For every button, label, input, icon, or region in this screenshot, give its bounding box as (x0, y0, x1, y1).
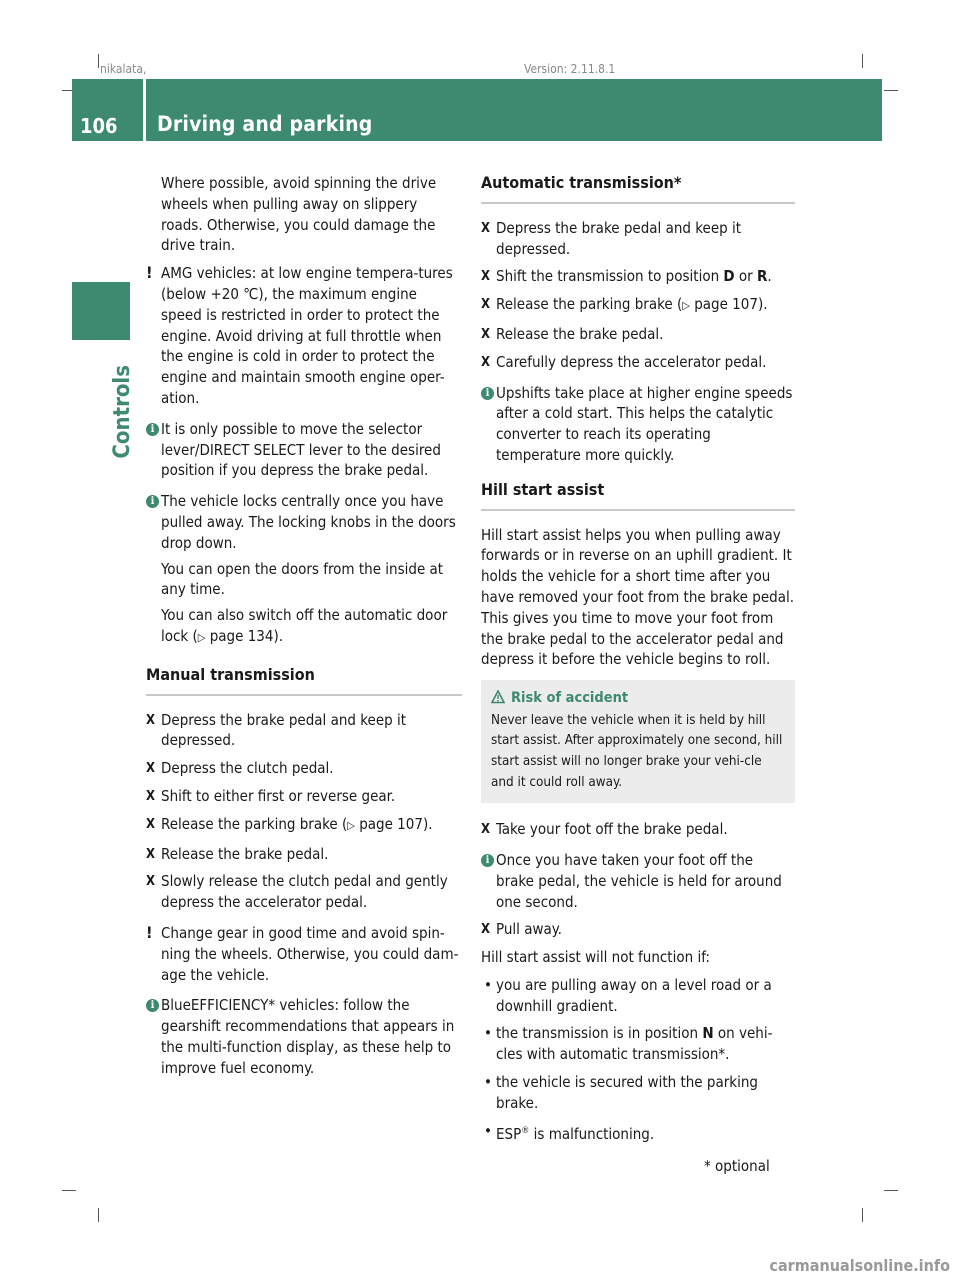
info-text: The vehicle locks centrally once you have pulled away. The locking knobs in the doors drop down. (161, 492, 456, 552)
manual-step (146, 710, 462, 752)
page-link[interactable]: page 107 (359, 814, 423, 833)
page-link[interactable]: page 134 (209, 626, 274, 645)
auto-step (481, 266, 795, 287)
bullet-icon: • (484, 975, 492, 994)
info-icon: i (146, 999, 159, 1012)
heading-manual-transmission: Manual transmission (146, 665, 462, 696)
note-icon: ! (146, 263, 153, 283)
info-upshift (481, 383, 795, 466)
auto-step (481, 294, 795, 317)
chapter-label: Controls (110, 365, 135, 459)
info-text: Once you have taken your foot off the brake pedal, the vehicle is held for around one second. (496, 850, 782, 911)
intro-paragraph: Where possible, avoid spinning the drive wheels when pulling away on slippery roads. Otherwise, you could damage the drive train. (161, 174, 437, 255)
step-text: Take your foot off the brake pedal. (496, 820, 728, 839)
step-text: Pull away. (496, 920, 562, 939)
info-icon: i (481, 854, 494, 867)
arrow-icon: ▷ (197, 630, 206, 644)
step-text (161, 815, 433, 833)
info-text-part: You can also switch off the automatic door lock ( (161, 606, 448, 645)
condition-item (481, 1023, 795, 1065)
condition-text-part: the transmission is in position (496, 1024, 703, 1043)
arrow-icon: ▷ (682, 299, 690, 313)
crop-mark (62, 1190, 76, 1191)
hill-step (481, 919, 795, 940)
auto-step (481, 324, 795, 345)
heading-automatic-transmission: Automatic transmission* (481, 173, 795, 204)
chapter-tab (72, 282, 130, 340)
note-text: Change gear in good time and avoid spin-ning the wheels. Otherwise, you could dam-age the vehicle. (161, 923, 459, 984)
warning-triangle-icon (491, 690, 505, 704)
note-gear (146, 923, 462, 985)
step-text-part: ). (422, 814, 433, 833)
right-column (481, 173, 795, 1151)
note-text: AMG vehicles: at low engine tempera-tures (below +20 ℃), the maximum engine speed is restricted in order to protect the engine. Avoid driving at full throttle when the engine is cold in order to protect the engine and maintain smooth engine oper-ation. (161, 264, 453, 407)
step-text: Depress the clutch pedal. (161, 759, 334, 778)
info-icon: i (481, 387, 494, 400)
step-icon: X (146, 846, 156, 862)
header-separator (143, 79, 146, 141)
hill-conditions-intro: Hill start assist will not function if: (481, 948, 710, 967)
auto-step (481, 352, 795, 373)
left-column (146, 173, 462, 1085)
warning-title-text: Risk of accident (511, 690, 629, 707)
crop-mark (884, 90, 898, 91)
watermark: carmanualsonline.info (769, 1256, 950, 1275)
step-text: Depress the brake pedal and keep it depressed. (496, 218, 742, 258)
step-icon: X (146, 874, 156, 890)
step-text-part: Shift the transmission to position (496, 267, 724, 286)
condition-text: you are pulling away on a level road or a downhill gradient. (496, 975, 772, 1015)
info-icon: i (146, 495, 159, 508)
crop-mark (98, 54, 99, 68)
section-title: Driving and parking (157, 112, 373, 136)
heading-hill-start-assist: Hill start assist (481, 480, 795, 511)
manual-step (146, 758, 462, 779)
condition-text (496, 1125, 654, 1143)
info-text: You can open the doors from the inside at any time. (161, 559, 444, 599)
step-icon: X (481, 922, 491, 938)
step-text: Depress the brake pedal and keep it depressed. (161, 710, 407, 750)
print-meta-right: Version: 2.11.8.1 (524, 62, 616, 76)
step-text: Release the brake pedal. (496, 324, 664, 343)
step-text-part: Release the parking brake ( (496, 295, 683, 314)
info-selector (146, 419, 462, 481)
step-text: Release the brake pedal. (161, 844, 329, 863)
info-hold (481, 850, 795, 912)
warning-text: Never leave the vehicle when it is held by hill start assist. After approximately one second, hill start assist will no longer brake your vehi-cle and it could roll away. (491, 712, 783, 790)
gear-position: N (702, 1024, 714, 1043)
step-text: Shift to either first or reverse gear. (161, 786, 396, 805)
bullet-icon: • (484, 1121, 492, 1140)
page-number: 106 (80, 114, 118, 138)
manual-step (146, 844, 462, 865)
condition-text-part: ESP (496, 1124, 522, 1143)
step-icon: X (481, 354, 491, 370)
step-text (496, 267, 772, 285)
gear-position: R (757, 267, 768, 286)
step-text-part: or (734, 267, 758, 286)
manual-step (146, 786, 462, 807)
step-text: Slowly release the clutch pedal and gently depress the accelerator pedal. (161, 872, 448, 912)
info-locking (146, 491, 462, 649)
crop-mark (862, 1208, 863, 1222)
condition-text (496, 1024, 772, 1063)
step-icon: X (481, 822, 491, 838)
step-text-part: . (767, 267, 772, 286)
step-text: Carefully depress the accelerator pedal. (496, 352, 767, 371)
bullet-icon: • (484, 1024, 492, 1043)
condition-item (481, 1121, 795, 1145)
step-icon: X (481, 220, 491, 236)
warning-title (491, 688, 785, 709)
condition-text-part: is malfunctioning. (529, 1124, 655, 1143)
crop-mark (862, 54, 863, 68)
print-meta-left: nikalata, (100, 62, 147, 76)
step-icon: X (146, 712, 156, 728)
step-icon: X (146, 761, 156, 777)
chapter-label-wrap (110, 365, 140, 475)
step-text-part: Release the parking brake ( (161, 814, 348, 833)
manual-step (146, 871, 462, 913)
info-text: It is only possible to move the selector lever/DIRECT SELECT lever to the desired position if you depress the brake pedal. (161, 419, 441, 480)
info-icon: i (146, 423, 159, 436)
step-icon: X (146, 816, 156, 832)
info-blueefficiency (146, 995, 462, 1078)
auto-step (481, 218, 795, 260)
hill-step (481, 819, 795, 840)
info-text (161, 605, 462, 649)
info-text-part: ). (273, 626, 284, 645)
step-text (496, 295, 768, 313)
registered-mark: ® (521, 1125, 530, 1136)
gear-position: D (723, 267, 735, 286)
step-icon: X (481, 269, 491, 285)
note-icon: ! (146, 922, 153, 942)
footer-optional-note: * optional (704, 1157, 770, 1175)
note-amg (146, 263, 462, 409)
hill-intro: Hill start assist helps you when pulling away forwards or in reverse on an uphill gradient. It holds the vehicle for a short time after you have removed your foot from the brake pedal. This gives you time to move your foot from the brake pedal to the accelerator pedal and depress it before the vehicle begins to roll. (481, 525, 794, 669)
step-text-part: ). (757, 295, 768, 314)
condition-text-part: on vehi-cles with automatic transmission*. (496, 1024, 773, 1064)
manual-step (146, 814, 462, 837)
step-icon: X (481, 326, 491, 342)
condition-item (481, 1072, 795, 1114)
warning-box (481, 680, 795, 803)
condition-item (481, 975, 795, 1017)
info-text: Upshifts take place at higher engine speeds after a cold start. This helps the catalytic converter to reach its operating temperature more quickly. (496, 383, 793, 464)
bullet-icon: • (484, 1073, 492, 1092)
step-icon: X (146, 788, 156, 804)
condition-text: the vehicle is secured with the parking brake. (496, 1073, 758, 1112)
info-text: BlueEFFICIENCY* vehicles: follow the gearshift recommendations that appears in the multi-function display, as these help to improve fuel economy. (161, 996, 455, 1077)
step-icon: X (481, 297, 491, 313)
arrow-icon: ▷ (347, 818, 355, 832)
crop-mark (884, 1190, 898, 1191)
page-link[interactable]: page 107 (694, 295, 758, 314)
crop-mark (98, 1208, 99, 1222)
